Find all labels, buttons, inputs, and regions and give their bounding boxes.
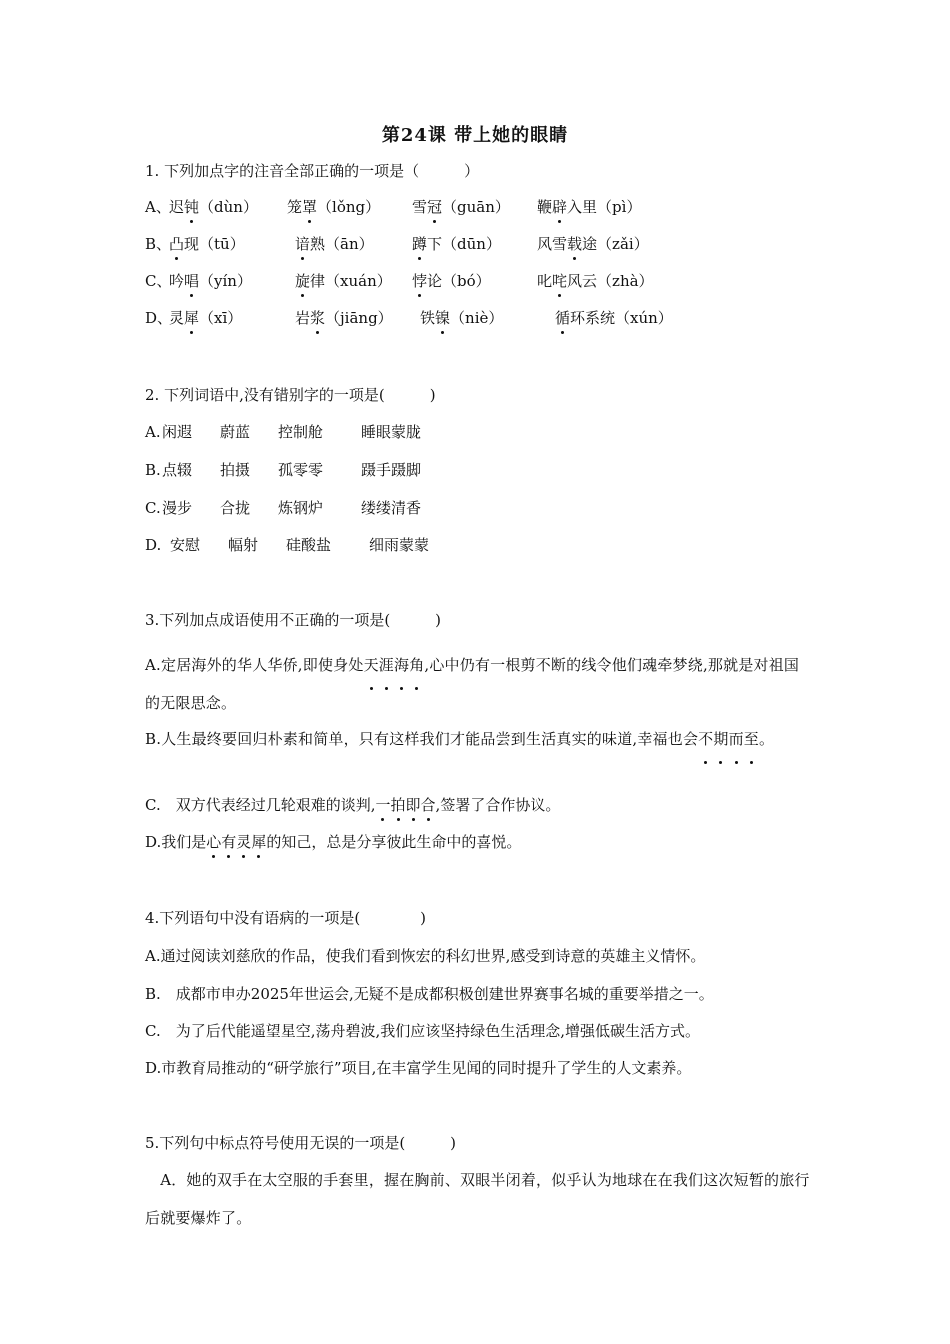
q2-option-d [145, 535, 545, 555]
dotted-idiom [375, 796, 435, 814]
emphasis-dot-char: 循 [555, 309, 571, 327]
q3-option-b: B.人生最终要回归朴素和简单，只有这样我们才能品尝到生活真实的味道,幸福也会不期而至。 [145, 720, 810, 758]
q1-b-item-2: 谙熟（ān） [295, 235, 374, 253]
q3-option-c: C. 双方代表经过几轮艰难的谈判,一拍即合,签署了合作协议。 [145, 796, 561, 814]
q2-option-c [145, 498, 545, 518]
q1-a-item-4: 鞭辟入里（pì） [537, 198, 642, 216]
emphasis-dot-char: 旋 [295, 272, 311, 290]
q2-a-label: A. [145, 423, 161, 441]
q1-b-item-4: 风雪载途（zǎi） [537, 235, 649, 253]
emphasis-dot-char: 浆 [310, 309, 326, 327]
emphasis-dot-char: 犀 [251, 833, 267, 851]
q1-d-item-3: 铁镍（niè） [420, 309, 504, 327]
q5-stem: 5.下列句中标点符号使用无误的一项是( ) [145, 1134, 457, 1152]
q2-word: 睡眼蒙胧 [361, 423, 422, 441]
emphasis-dot-char: 天 [364, 646, 379, 684]
emphasis-dot-char: 一 [375, 796, 391, 814]
q1-d-item-1: 灵犀（xī） [169, 309, 243, 327]
q2-word: 点辍 [162, 461, 193, 479]
emphasis-dot-char: 即 [405, 796, 421, 814]
q1-a-label: A、 [145, 198, 171, 216]
emphasis-dot-char: 凸 [169, 235, 185, 253]
q1-d-item-4: 循环系统（xún） [555, 309, 673, 327]
dotted-idiom [698, 730, 759, 748]
q2-b-label: B. [145, 461, 161, 479]
emphasis-dot-char: 钝 [184, 198, 200, 216]
q1-option-d [145, 308, 745, 328]
emphasis-dot-char: 拍 [390, 796, 406, 814]
emphasis-dot-char: 心 [206, 833, 222, 851]
q5-option-a: A．她的双手在太空服的手套里，握在胸前、双眼半闭着，似乎认为地球在在我们这次短暂的旅行后就要爆炸了。 [145, 1171, 810, 1227]
q2-word: 细雨蒙蒙 [369, 536, 430, 554]
q2-stem: 2. 下列词语中,没有错别字的一项是( ) [145, 386, 436, 404]
emphasis-dot-char: 罩 [302, 198, 318, 216]
q2-option-a [145, 422, 545, 442]
emphasis-dot-char: 蹲 [412, 235, 428, 253]
q1-b-label: B、 [145, 235, 172, 253]
q1-c-item-2: 旋律（xuán） [295, 272, 392, 290]
q1-a-item-1: 迟钝（dùn） [169, 198, 258, 216]
emphasis-dot-char: 咤 [552, 272, 568, 290]
q2-word: 孤零零 [278, 461, 324, 479]
emphasis-dot-char: 辟 [552, 198, 568, 216]
q2-c-label: C. [145, 499, 161, 517]
q2-word: 炼钢炉 [278, 499, 324, 517]
q1-b-item-3: 蹲下（dūn） [412, 235, 501, 253]
q2-word: 蹑手蹑脚 [361, 461, 422, 479]
emphasis-dot-char: 冠 [427, 198, 443, 216]
emphasis-dot-char: 谙 [295, 235, 311, 253]
q4-option-d: D.市教育局推动的“研学旅行”项目,在丰富学生见闻的同时提升了学生的人文素养。 [145, 1059, 692, 1077]
q2-word: 缕缕清香 [361, 499, 422, 517]
q2-word: 闲遐 [162, 423, 193, 441]
q2-option-b [145, 460, 545, 480]
q4-option-b: B. 成都市申办2025年世运会,无疑不是成都积极创建世界赛事名城的重要举措之一。 [145, 985, 714, 1003]
emphasis-dot-char: 角 [409, 646, 424, 684]
q2-d-label: D. [145, 536, 162, 554]
emphasis-dot-char: 镍 [435, 309, 451, 327]
q3-stem: 3.下列加点成语使用不正确的一项是( ) [145, 611, 442, 629]
q4-option-a: A.通过阅读刘慈欣的作品，使我们看到恢宏的科幻世界,感受到诗意的英雄主义情怀。 [145, 947, 706, 965]
q2-word: 合拢 [220, 499, 251, 517]
emphasis-dot-char: 涯 [379, 646, 394, 684]
emphasis-dot-char: 合 [420, 796, 436, 814]
q1-option-a [145, 197, 745, 217]
q1-option-b [145, 234, 745, 254]
emphasis-dot-char: 有 [221, 833, 237, 851]
q2-word: 漫步 [162, 499, 193, 517]
q4-option-c: C. 为了后代能遥望星空,荡舟碧波,我们应该坚持绿色生活理念,增强低碳生活方式。 [145, 1022, 701, 1040]
q2-word: 拍摄 [220, 461, 251, 479]
q1-a-item-2: 笼罩（lǒng） [287, 198, 381, 216]
emphasis-dot-char: 期 [713, 720, 728, 758]
q1-b-item-1: 凸现（tū） [169, 235, 245, 253]
q2-word: 蔚蓝 [220, 423, 251, 441]
dotted-idiom [206, 833, 266, 851]
q1-c-item-3: 悖论（bó） [412, 272, 491, 290]
q1-stem: 1. 下列加点字的注音全部正确的一项是（ ） [145, 162, 480, 180]
q1-d-item-2: 岩浆（jiāng） [295, 309, 393, 327]
q1-a-item-3: 雪冠（guān） [412, 198, 510, 216]
emphasis-dot-char: 而 [729, 720, 744, 758]
q1-c-item-1: 吟唱（yín） [169, 272, 252, 290]
q2-word: 幅射 [228, 536, 259, 554]
q1-c-label: C、 [145, 272, 172, 290]
q3-option-a: A.定居海外的华人华侨,即使身处天涯海角,心中仍有一根剪不断的线令他们魂牵梦绕,那就是对祖国的无限思念。 [145, 646, 810, 722]
emphasis-dot-char: 唱 [184, 272, 200, 290]
q3-option-d: D.我们是心有灵犀的知己，总是分享彼此生命中的喜悦。 [145, 833, 522, 851]
emphasis-dot-char: 犀 [184, 309, 200, 327]
emphasis-dot-char: 悖 [412, 272, 428, 290]
emphasis-dot-char: 载 [567, 235, 583, 253]
dotted-idiom [364, 656, 425, 674]
emphasis-dot-char: 至 [744, 720, 759, 758]
q1-option-c [145, 271, 745, 291]
emphasis-dot-char: 灵 [236, 833, 252, 851]
q2-word: 硅酸盐 [286, 536, 332, 554]
q4-stem: 4.下列语句中没有语病的一项是( ) [145, 909, 427, 927]
q1-d-label: D、 [145, 309, 173, 327]
q2-word: 安慰 [170, 536, 201, 554]
q1-c-item-4: 叱咤风云（zhà） [537, 272, 654, 290]
q2-word: 控制舱 [278, 423, 324, 441]
emphasis-dot-char: 海 [394, 646, 409, 684]
lesson-title: 第24课 带上她的眼睛 [381, 125, 569, 146]
emphasis-dot-char: 不 [698, 720, 713, 758]
